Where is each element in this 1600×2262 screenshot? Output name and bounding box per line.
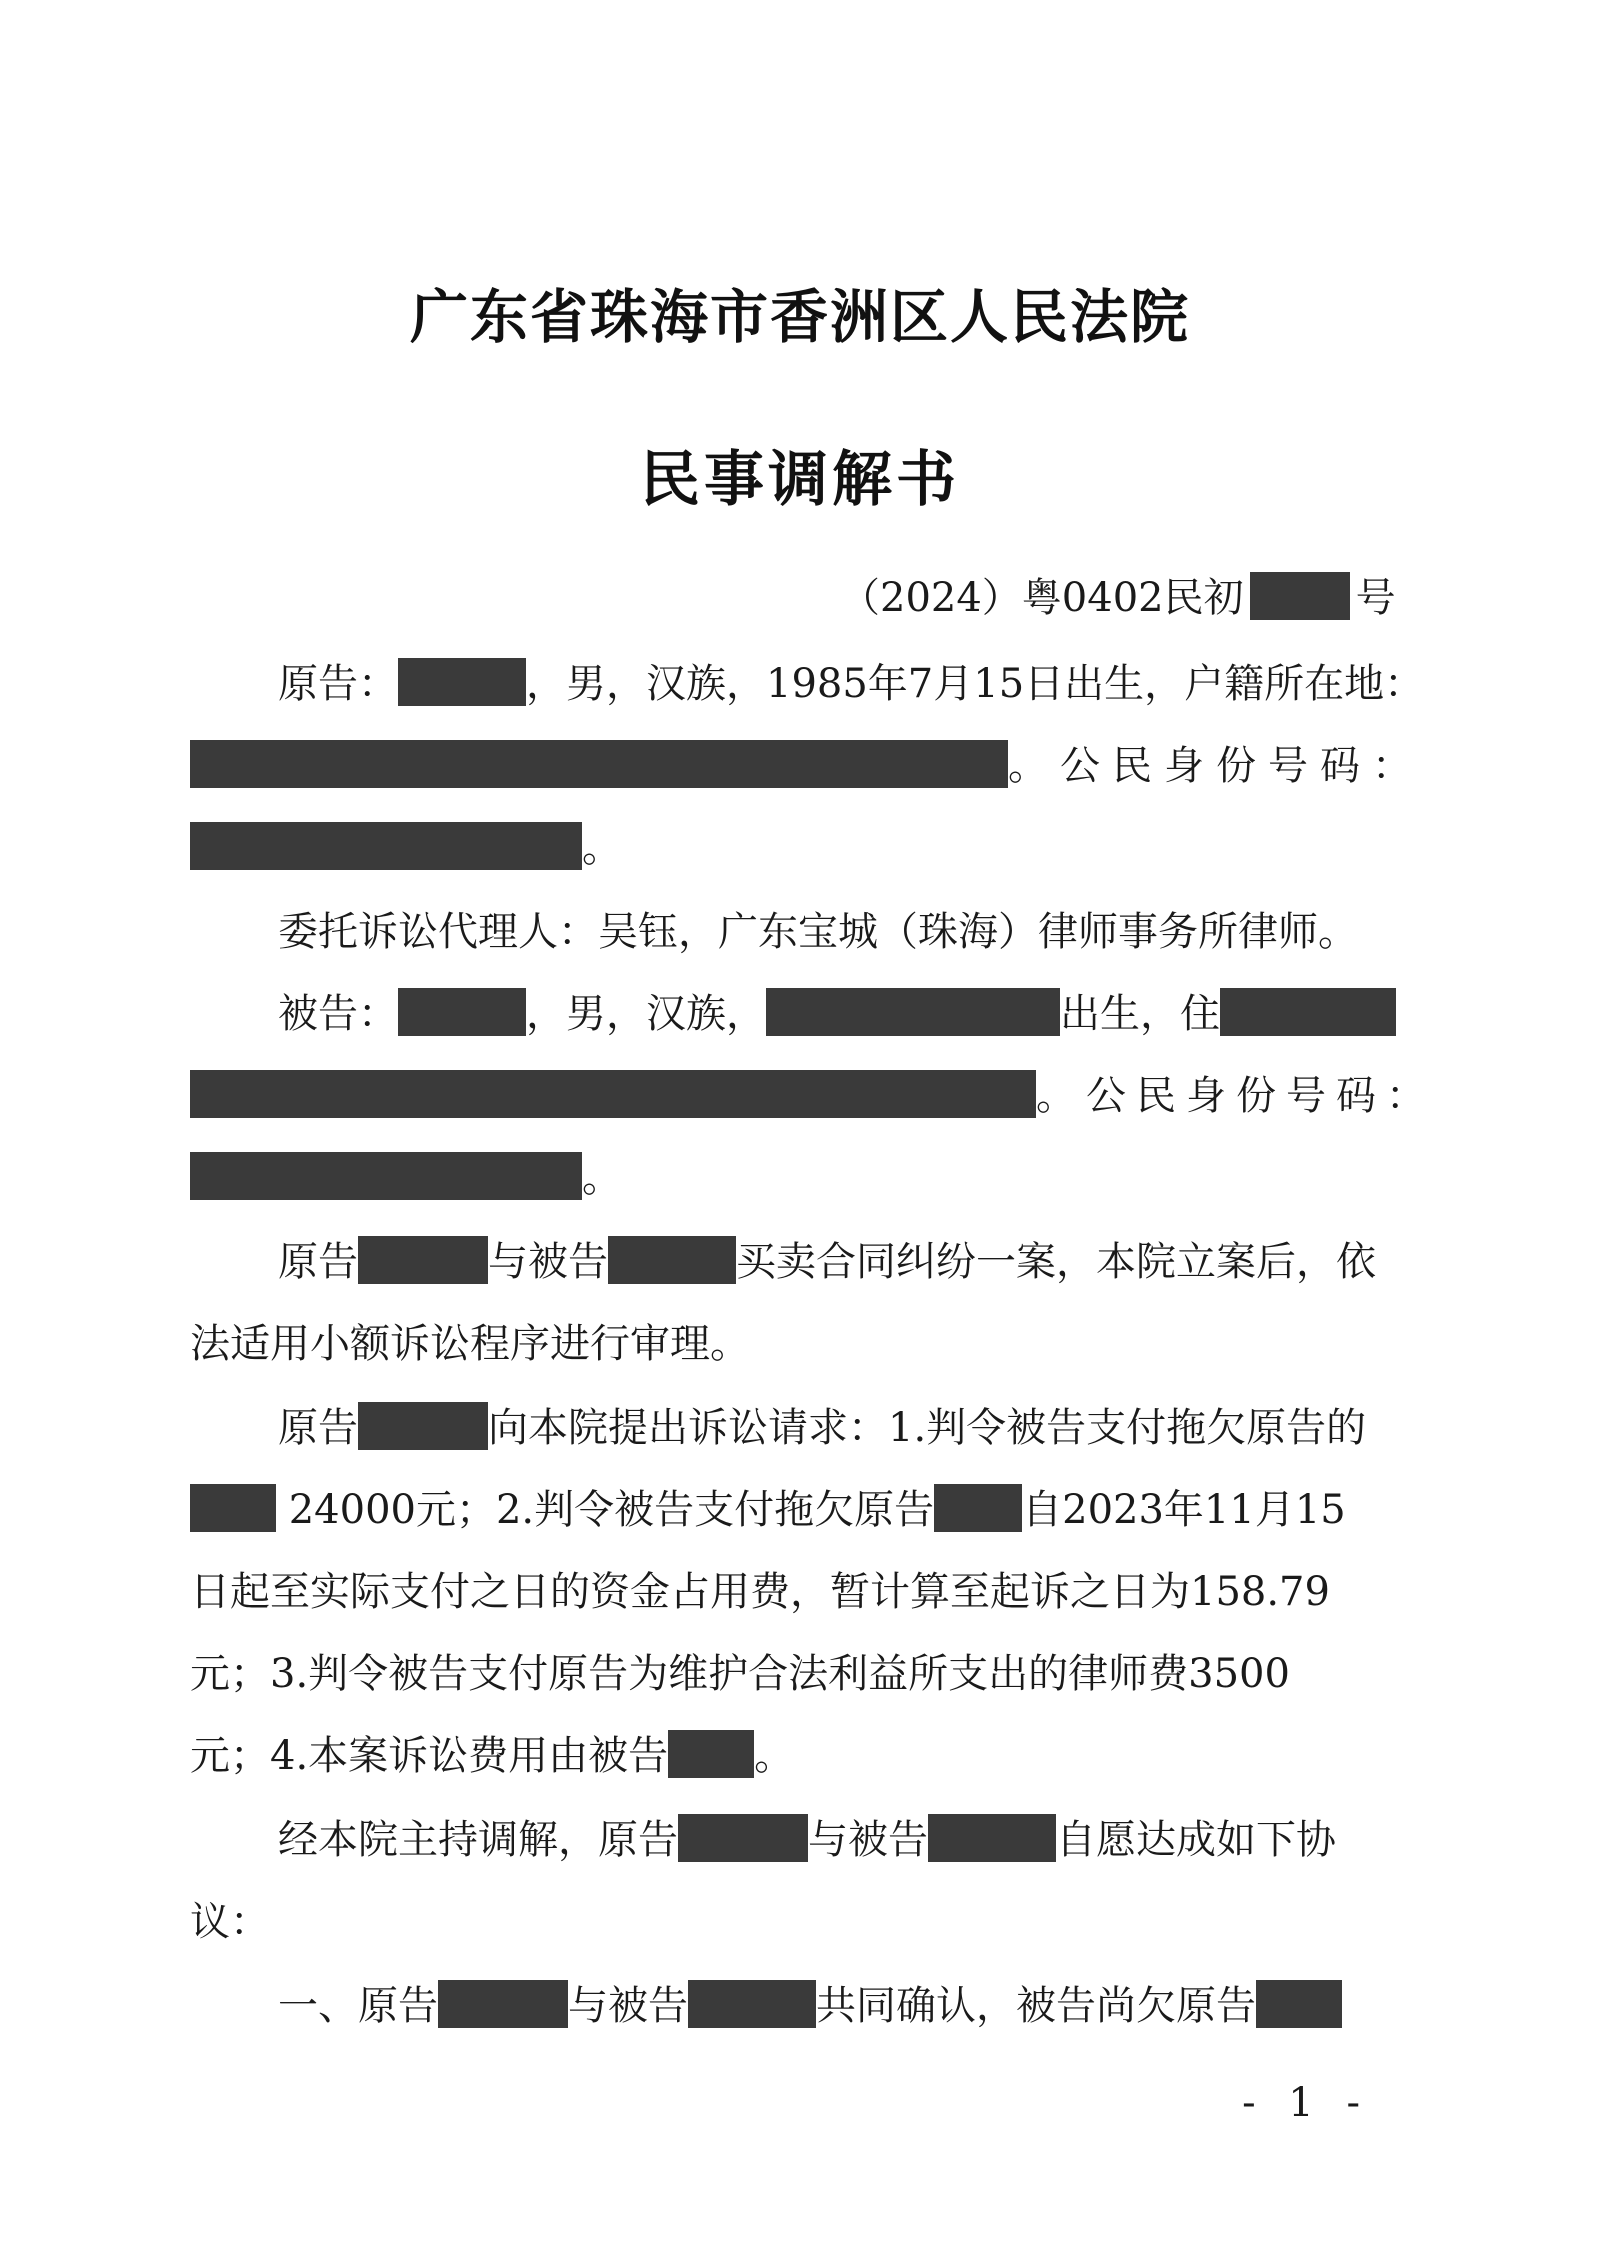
mediation-text: 与被告 [808, 1817, 928, 1863]
defendant-label: 被告： [278, 991, 398, 1037]
redaction-block [190, 1484, 276, 1532]
agent-line: 委托诉讼代理人：吴钰，广东宝城（珠海）律师事务所律师。 [278, 909, 1358, 955]
page-number: - 1 - [1242, 2080, 1370, 2126]
plaintiff-line-2 [190, 736, 1424, 796]
redaction-block [688, 1980, 816, 2028]
case-number-suffix: 号 [1355, 575, 1396, 621]
redaction-block [1256, 1980, 1342, 2028]
mediation-text: 经本院主持调解，原告 [278, 1817, 678, 1863]
claims-text: 向本院提出诉讼请求：1.判令被告支付拖欠原告的 [488, 1405, 1367, 1451]
redaction-block [1250, 572, 1350, 620]
redaction-block [928, 1814, 1056, 1862]
mediation-line-1 [278, 1810, 1420, 1870]
redaction-block [766, 988, 1060, 1036]
defendant-line-2 [190, 1066, 1436, 1126]
claims-text: 。 [754, 1733, 795, 1779]
redaction-block [678, 1814, 808, 1862]
redaction-block [358, 1236, 488, 1284]
claims-text: 原告 [278, 1405, 358, 1451]
redaction-block [934, 1484, 1022, 1532]
plaintiff-line-1 [278, 654, 1425, 714]
redaction-block [190, 740, 1008, 788]
agreement-text: 与被告 [568, 1983, 688, 2029]
claims-line-2 [190, 1480, 1420, 1540]
plaintiff-end: 。 [582, 825, 622, 871]
defendant-end: 。 [582, 1155, 622, 1201]
agreement-text: 一、原告 [278, 1983, 438, 2029]
plaintiff-line-3 [190, 818, 1420, 878]
defendant-address-label: 出生，住 [1060, 991, 1220, 1037]
mediation-line-2: 议： [190, 1899, 270, 1945]
redaction-block [438, 1980, 568, 2028]
redaction-block [190, 1070, 1036, 1118]
court-name: 广东省珠海市香洲区人民法院 [409, 283, 1190, 351]
claims-line-4: 元；3.判令被告支付原告为维护合法利益所支出的律师费3500 [190, 1651, 1290, 1697]
document-type-title: 民事调解书 [640, 445, 960, 515]
claims-line-5 [190, 1726, 1420, 1786]
redaction-block [608, 1236, 736, 1284]
claims-text: 自2023年11月15 [1022, 1487, 1346, 1533]
redaction-block [1220, 988, 1396, 1036]
redaction-block [668, 1730, 754, 1778]
claims-text: 24000元；2.判令被告支付拖欠原告 [288, 1487, 935, 1533]
case-intro-text: 原告 [278, 1239, 358, 1285]
claims-line-1 [278, 1398, 1420, 1458]
agreement-line-1 [278, 1976, 1420, 2036]
defendant-info: ，男，汉族， [526, 991, 766, 1037]
case-intro-line-1 [278, 1232, 1420, 1292]
plaintiff-id-label: 。公民身份号码： [1008, 743, 1424, 789]
redaction-block [398, 658, 526, 706]
redaction-block [398, 988, 526, 1036]
defendant-line-1 [278, 984, 1420, 1044]
defendant-id-label: 。公民身份号码： [1036, 1073, 1436, 1119]
mediation-text: 自愿达成如下协 [1056, 1817, 1336, 1863]
case-intro-text: 与被告 [488, 1239, 608, 1285]
case-number-prefix: （2024）粤0402民初 [840, 575, 1244, 621]
case-intro-text: 买卖合同纠纷一案，本院立案后，依 [736, 1239, 1376, 1285]
case-intro-line-2: 法适用小额诉讼程序进行审理。 [190, 1321, 750, 1367]
plaintiff-label: 原告： [278, 661, 398, 707]
redaction-block [190, 822, 582, 870]
agreement-text: 共同确认，被告尚欠原告 [816, 1983, 1256, 2029]
redaction-block [358, 1402, 488, 1450]
redaction-block [190, 1152, 582, 1200]
plaintiff-info: ，男，汉族，1985年7月15日出生，户籍所在地： [526, 661, 1425, 707]
claims-text: 元；4.本案诉讼费用由被告 [190, 1733, 669, 1779]
case-number [840, 568, 1420, 628]
defendant-line-3 [190, 1148, 1420, 1208]
claims-line-3: 日起至实际支付之日的资金占用费，暂计算至起诉之日为158.79 [190, 1569, 1330, 1615]
